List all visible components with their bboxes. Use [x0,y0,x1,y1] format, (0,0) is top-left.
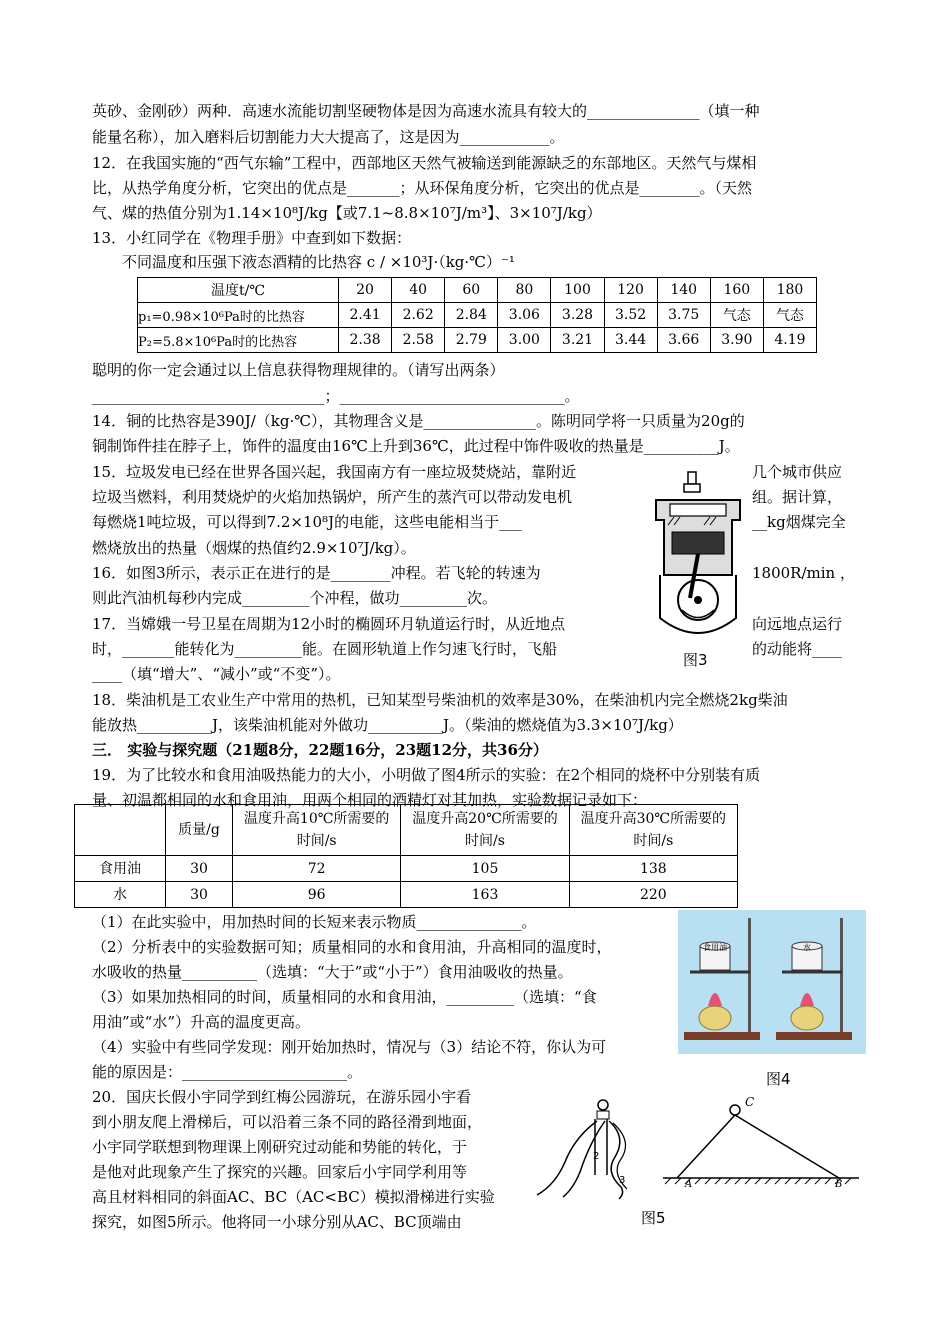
table-cell: 30 [166,882,233,908]
answer-blank-line: _______________________________；______________________________。 [92,387,580,405]
heating-experiment-figure [678,910,866,1054]
text-line: 水吸收的热量__________（选填：“大于”或“小于”）食用油吸收的热量。 [92,963,573,981]
text-line: 的动能将____ [752,640,843,658]
incline-triangle-figure [663,1094,859,1188]
table-cell: 20 [339,278,392,303]
text-line: 铜制饰件挂在脖子上，饰件的温度由16℃上升到36℃，此过程中饰件吸收的热量是__________J。 [92,437,740,455]
question-15: 15．垃圾发电已经在世界各国兴起，我国南方有一座垃圾焚烧站，靠附近 [92,463,577,481]
table-cell: 72 [233,856,401,882]
text-line: 组。据计算， [752,488,843,506]
table-cell: 163 [401,882,569,908]
table-cell [75,805,166,856]
point-a-label: A [685,1179,693,1188]
svg-text:2: 2 [593,1151,600,1162]
table-cell: 质量/g [166,805,233,856]
table-cell: 120 [604,278,657,303]
question-20: 20．国庆长假小宇同学到红梅公园游玩，在游乐园小宇看 [92,1088,472,1106]
svg-text:3: 3 [619,1175,626,1186]
table-cell: 140 [657,278,710,303]
table-cell: 食用油 [75,856,166,882]
text-line: 高且材料相同的斜面AC、BC（AC<BC）模拟滑梯进行实验 [92,1188,495,1206]
table-cell: 4.19 [763,328,816,353]
text-line: 能量名称），加入磨料后切割能力大大提高了，这是因为____________。 [92,128,565,146]
section-heading: 三． 实验与探究题（21题8分，22题16分，23题12分，共36分） [92,741,548,759]
table-cell: 60 [445,278,498,303]
table-cell: 2.62 [392,303,445,328]
text-line: 则此汽油机每秒内完成_________个冲程，做功_________次。 [92,589,498,607]
table-cell: 100 [551,278,604,303]
table-cell: 3.00 [498,328,551,353]
table-cell: 40 [392,278,445,303]
text-line: 小宇同学联想到物理课上刚研究过动能和势能的转化，于 [92,1138,468,1156]
text-line: 垃圾当燃料，利用焚烧炉的火焰加热锅炉，所产生的蒸汽可以带动发电机 [92,488,573,506]
text-line: 比，从热学角度分析，它突出的优点是_______；从环保角度分析，它突出的优点是________。（天然 [92,179,753,197]
table-cell: 温度升高30℃所需要的时间/s [569,805,737,856]
table-cell: P₂=5.8×10⁶Pa时的比热容 [138,328,339,353]
engine-cylinder-figure [648,470,748,648]
question-19-part-1: （1）在此实验中，用加热时间的长短来表示物质______________。 [92,913,537,931]
text-line: 能的原因是：______________________。 [92,1063,363,1081]
table-cell: 3.06 [498,303,551,328]
question-14: 14．铜的比热容是390J/（kg·℃），其物理含义是_______________。陈明同学将一只质量为20g的 [92,412,745,430]
text-line: 是他对此现象产生了探究的兴趣。回家后小宇同学利用等 [92,1163,468,1181]
table-cell: 水 [75,882,166,908]
table-cell: 3.90 [710,328,763,353]
table-cell: 3.28 [551,303,604,328]
table-cell: 180 [763,278,816,303]
table-row [75,805,738,856]
table-cell: 2.58 [392,328,445,353]
table-row [138,328,817,353]
text-line: ____（填“增大”、“减小”或“不变”）。 [92,665,341,683]
table-row [138,278,817,303]
text-line: 气、煤的热值分别为1.14×10⁸J/kg【或7.1~8.8×10⁷J/m³】、3×10⁷J/kg） [92,204,602,222]
text-line: 用油”或“水”）升高的温度更高。 [92,1013,311,1031]
table-caption: 不同温度和压强下液态酒精的比热容 c / ×10³J·（kg·℃）⁻¹ [122,253,515,271]
water-beaker-label: 水 [803,943,811,952]
table-cell: 160 [710,278,763,303]
table-row [138,303,817,328]
heating-time-table [74,804,738,908]
table-cell: 3.44 [604,328,657,353]
table-row [75,856,738,882]
question-19-part-2: （2）分析表中的实验数据可知；质量相同的水和食用油，升高相同的温度时， [92,938,612,956]
table-cell: 3.75 [657,303,710,328]
text-line: 1800R/min ， [752,564,855,582]
text-line: 能放热__________J，该柴油机能对外做功__________J。（柴油的燃烧值为3.3×10⁷J/kg） [92,716,683,734]
table-cell: 80 [498,278,551,303]
text-line: 每燃烧1吨垃圾，可以得到7.2×10⁸J的电能，这些电能相当于___ [92,513,522,531]
figure-5-caption: 图5 [641,1209,666,1227]
oil-beaker-label: 食用油 [703,943,727,952]
table-cell: 2.79 [445,328,498,353]
question-13: 13．小红同学在《物理手册》中查到如下数据： [92,229,412,247]
table-cell: 温度升高10℃所需要的时间/s [233,805,401,856]
point-c-label: C [745,1095,755,1109]
text-line: 量、初温都相同的水和食用油，用两个相同的酒精灯对其加热，实验数据记录如下： [92,791,648,809]
point-b-label: B [835,1179,843,1188]
question-16: 16．如图3所示，表示正在进行的是________冲程。若飞轮的转速为 [92,564,541,582]
text-line: 探究，如图5所示。他将同一小球分别从AC、BC顶端由 [92,1213,462,1231]
table-row [75,882,738,908]
figure-4-caption: 图4 [766,1070,791,1088]
text-line: 向远地点运行 [752,615,843,633]
table-cell: 138 [569,856,737,882]
question-19-part-4: （4）实验中有些同学发现：刚开始加热时，情况与（3）结论不符，你认为可 [92,1038,607,1056]
table-cell: 2.41 [339,303,392,328]
table-cell: 3.66 [657,328,710,353]
question-17: 17．当嫦娥一号卫星在周期为12小时的椭圆环月轨道运行时，从近地点 [92,615,566,633]
table-cell: 105 [401,856,569,882]
question-19: 19．为了比较水和食用油吸热能力的大小，小明做了图4所示的实验：在2个相同的烧杯中分别装有质 [92,766,761,784]
table-cell: p₁=0.98×10⁶Pa时的比热容 [138,303,339,328]
table-cell: 气态 [763,303,816,328]
text-line: __kg烟煤完全 [752,513,846,531]
table-cell: 30 [166,856,233,882]
text-line: 几个城市供应 [752,463,843,481]
question-12: 12．在我国实施的“西气东输”工程中，西部地区天然气被输送到能源缺乏的东部地区。天然气与煤相 [92,154,757,172]
table-cell: 2.38 [339,328,392,353]
text-line: 时，_______能转化为_________能。在圆形轨道上作匀速飞行时，飞船 [92,640,558,658]
table-cell: 220 [569,882,737,908]
table-cell: 3.52 [604,303,657,328]
figure-3-caption: 图3 [683,651,708,669]
alcohol-specific-heat-table [137,277,817,353]
text-line: 燃烧放出的热量（烟煤的热值约2.9×10⁷J/kg）。 [92,539,416,557]
table-cell: 温度升高20℃所需要的时间/s [401,805,569,856]
text-line: 英砂、金刚砂）两种．高速水流能切割坚硬物体是因为高速水流具有较大的_______________（填一种 [92,102,760,120]
table-cell: 气态 [710,303,763,328]
question-19-part-3: （3）如果加热相同的时间，质量相同的水和食用油，_________（选填：“食 [92,988,597,1006]
playground-slide-figure [535,1097,635,1202]
text-line: 聪明的你一定会通过以上信息获得物理规律的。（请写出两条） [92,361,505,379]
table-cell: 96 [233,882,401,908]
table-cell: 2.84 [445,303,498,328]
text-line: 到小朋友爬上滑梯后，可以沿着三条不同的路径滑到地面， [92,1113,483,1131]
table-cell: 3.21 [551,328,604,353]
table-cell: 温度t/℃ [138,278,339,303]
question-18: 18．柴油机是工农业生产中常用的热机，已知某型号柴油机的效率是30%，在柴油机内完全燃烧2kg柴油 [92,691,788,709]
